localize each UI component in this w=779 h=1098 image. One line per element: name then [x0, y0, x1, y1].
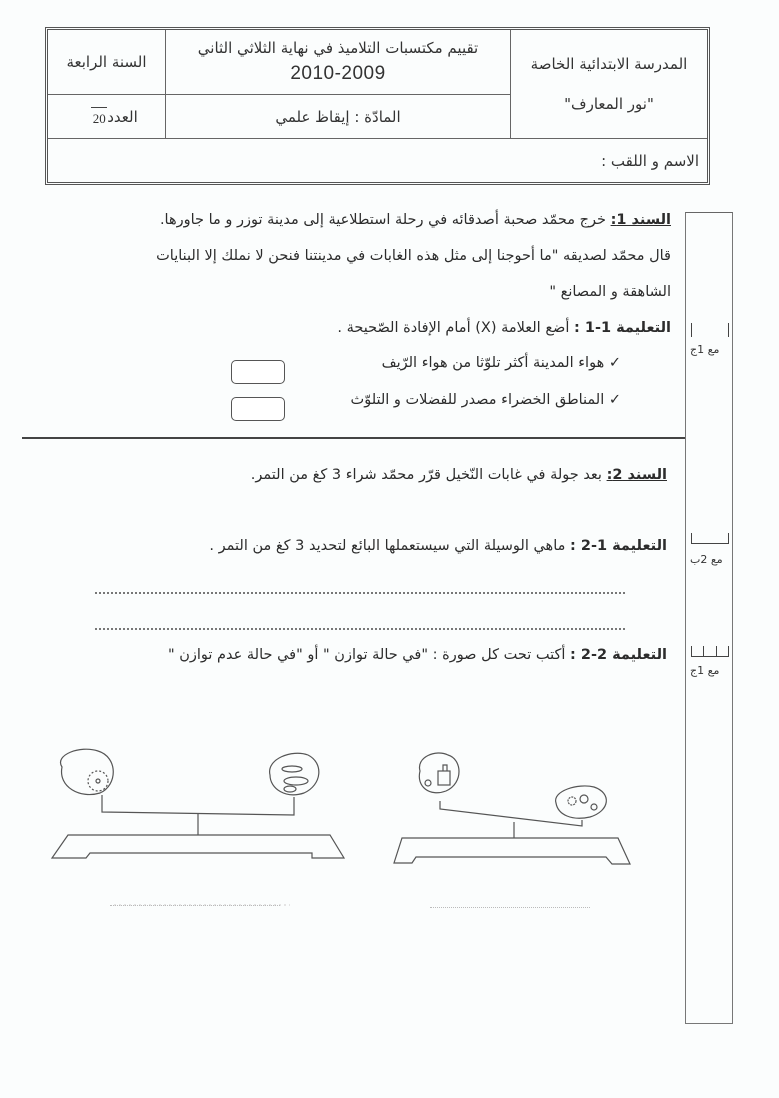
answer-checkbox-2[interactable] — [231, 397, 285, 421]
score-label: العدد — [107, 107, 138, 126]
instruction-2-1-label: التعليمة 1-2 : — [570, 538, 667, 554]
school-name: المدرسة الابتدائية الخاصة — [530, 55, 688, 73]
answer-checkbox-1[interactable] — [231, 360, 285, 384]
section-divider — [22, 437, 685, 439]
score-cell[interactable] — [48, 95, 165, 138]
school-cell — [511, 30, 707, 138]
score-denominator: 20 — [92, 110, 106, 126]
answer-line-2[interactable] — [95, 628, 625, 630]
criterion-mark: مع 1ج — [690, 664, 720, 677]
grade-cell — [48, 30, 165, 94]
student-name-field[interactable] — [48, 139, 707, 182]
unbalanced-scale-icon — [380, 745, 700, 875]
score-box[interactable] — [691, 533, 729, 544]
score-box-divider — [703, 646, 717, 656]
score-box[interactable] — [691, 323, 729, 337]
section2-label: السند 2: — [606, 467, 667, 483]
school-year: 2010-2009 — [290, 63, 386, 84]
school-subname: "نور المعارف" — [564, 95, 654, 113]
name-label: الاسم و اللقب : — [601, 151, 699, 170]
caption-field-unbalanced[interactable] — [430, 907, 590, 908]
grade-label: السنة الرابعة — [66, 53, 147, 71]
section1-text-line1: السند 1: خرج محمّد صحبة أصدقائه في رحلة استطلاعية إلى مدينة توزر و ما جاورها. — [159, 212, 671, 228]
subject-label: المادّة : إيقاظ علمي — [275, 107, 401, 126]
balanced-scale-icon — [40, 745, 370, 875]
score-fraction — [91, 107, 107, 127]
instruction-2-2-label: التعليمة 2-2 : — [570, 647, 667, 663]
section1-label: السند 1: — [610, 212, 671, 228]
caption-field-balanced[interactable] — [110, 905, 280, 906]
exam-title-cell — [166, 30, 510, 94]
exam-header-table — [45, 27, 710, 185]
instruction-2-2: التعليمة 2-2 : أكتب تحت كل صورة : "في حالة توازن " أو "في حالة عدم توازن " — [167, 647, 667, 663]
section1-text-line2: قال محمّد لصديقه "ما أحوجنا إلى مثل هذه الغابات في مدينتنا فنحن لا نملك إلا البنايات — [156, 248, 671, 264]
statement-1: ✓ هواء المدينة أكثر تلوّثا من هواء الرّيف — [381, 355, 621, 371]
section2-text: السند 2: بعد جولة في غابات النّخيل قرّر محمّد شراء 3 كغ من التمر. — [250, 467, 667, 483]
instruction-1-1-label: التعليمة 1-1 : — [574, 320, 671, 336]
criterion-mark: مع 1ج — [690, 343, 720, 356]
statement-2: ✓ المناطق الخضراء مصدر للفضلات و التلوّث — [350, 392, 621, 408]
answer-line-1[interactable] — [95, 592, 625, 594]
instruction-2-1: التعليمة 1-2 : ماهي الوسيلة التي سيستعملها البائع لتحديد 3 كغ من التمر . — [209, 538, 667, 554]
section1-text-line3: الشاهقة و المصانع " — [549, 284, 671, 300]
instruction-1-1: التعليمة 1-1 : أضع العلامة (X) أمام الإفادة الصّحيحة . — [337, 320, 671, 336]
subject-cell — [166, 95, 510, 138]
exam-title: تقييم مكتسبات التلاميذ في نهاية الثلاثي الثاني — [197, 39, 479, 57]
criterion-mark: مع 2ب — [690, 553, 723, 566]
